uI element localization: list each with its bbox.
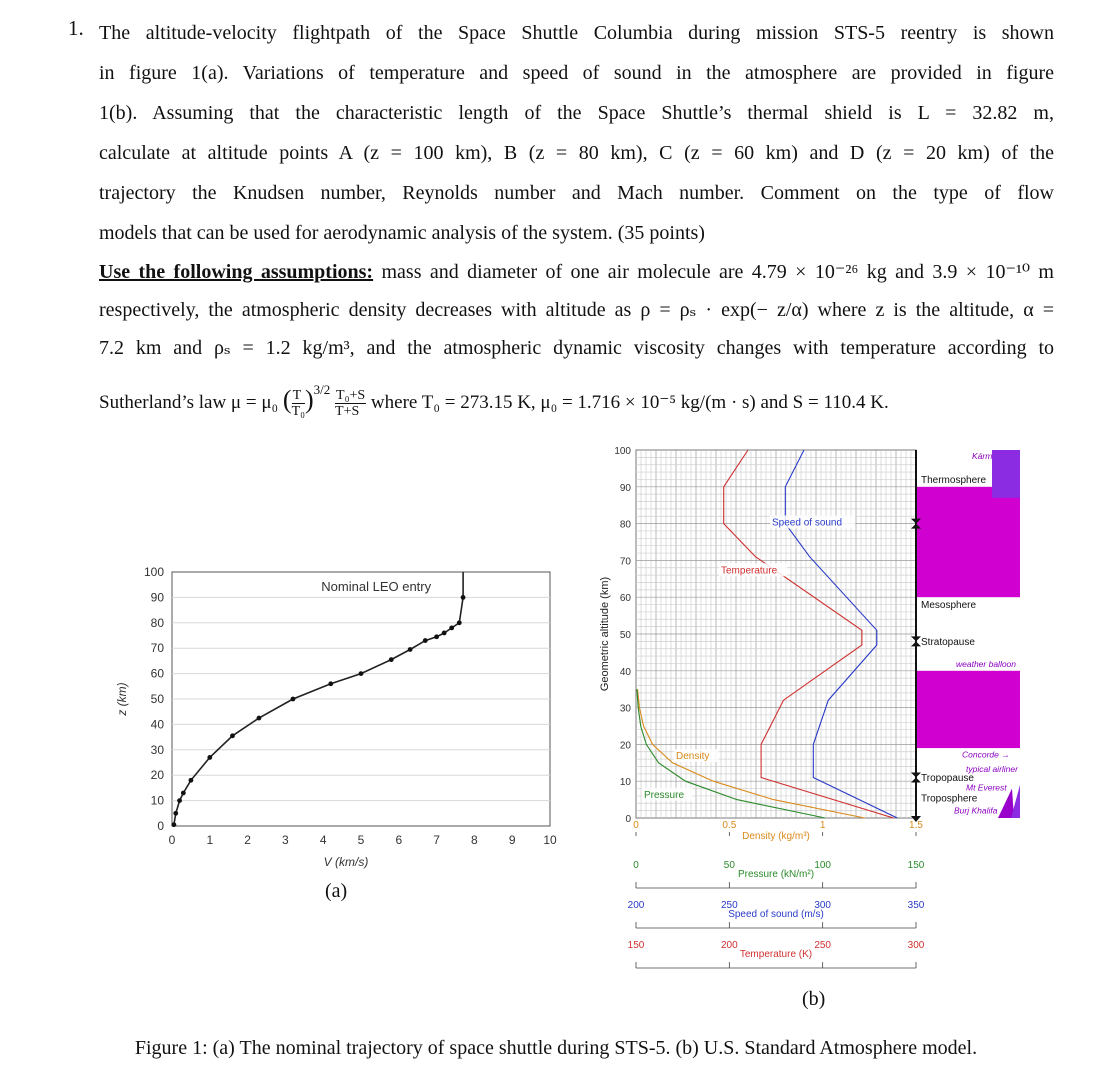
burj-khalifa-shape [998, 789, 1014, 818]
marker-everest: Mt Everest [966, 782, 1007, 793]
axis-title: Temperature (K) [739, 949, 813, 960]
y-tick-label: 30 [619, 703, 631, 715]
axis-tick-label: 200 [627, 900, 645, 911]
axis-tick-label: 1 [819, 820, 826, 831]
question-line: calculate at altitude points A (z = 100 km), B (z = 80 km), C (z = 60 km) and D (z = 20 km) of the [99, 142, 1054, 164]
layer-mesosphere: Mesosphere [921, 600, 977, 612]
x-tick-label: 2 [244, 833, 251, 847]
sutherland-tail: where T₀ = 273.15 K, μ₀ = 1.716 × 10⁻⁵ kg/(m · s) and S = 110.4 K. [370, 392, 889, 413]
question-line: The altitude-velocity flightpath of the Space Shuttle Columbia during mission STS-5 reentry is shown [99, 22, 1054, 44]
data-point [177, 798, 182, 803]
assumptions-heading: Use the following assumptions: [99, 261, 374, 283]
figure-b-chart [596, 440, 1038, 988]
data-point [291, 697, 296, 702]
y-tick-label: 70 [150, 641, 164, 656]
sutherland-line: Sutherland’s law μ = μ₀ ( $\frac{T}{\text{T₀}}$ )$^{3/2}$ $\frac{\text{T₀+S}}{T+S}$ where T₀ = 273.15 K, μ₀ = 1.716 × 10⁻⁵ kg/(m · s) and S = 110.4 K. [99, 382, 889, 420]
data-point [181, 791, 186, 796]
layer-tropopause: Tropopause [921, 773, 974, 785]
data-point [423, 638, 428, 643]
x-tick-label: 8 [471, 833, 478, 847]
figure-b-label: (b) [802, 988, 826, 1010]
axis-tick-label: 250 [720, 900, 738, 911]
data-point [189, 778, 194, 783]
y-tick-label: 100 [614, 446, 631, 457]
y-tick-label: 50 [150, 692, 164, 706]
axis-tick-label: 200 [720, 940, 738, 951]
assumption-line: 7.2 km and ρₛ = 1.2 kg/m³, and the atmospheric dynamic viscosity changes with temperature according to [99, 337, 1054, 359]
layer-band [916, 487, 1020, 597]
x-tick-label: 6 [395, 833, 403, 847]
exponent: 3/2 [313, 382, 331, 397]
y-tick-label: 100 [143, 565, 164, 579]
data-point [389, 657, 394, 662]
axis-tick-label: 350 [907, 900, 925, 911]
fraction-t-t0: $\frac{T}{\text{T₀}}$ [291, 388, 305, 420]
axis-tick-label: 1.5 [909, 820, 923, 831]
axis-tick-label: 300 [907, 940, 925, 951]
axis-tick-label: 250 [814, 940, 832, 951]
data-point [408, 647, 413, 652]
data-point [442, 631, 447, 636]
axis-title: Density (kg/m³) [742, 831, 810, 842]
layer-band [916, 671, 1020, 748]
assumption-text: mass and diameter of one air molecule are 4.79 × 10⁻²⁶ kg and 3.9 × 10⁻¹⁰ m [373, 261, 1054, 283]
data-point [434, 634, 439, 639]
axis-tick-label: 150 [627, 940, 645, 951]
fraction-sutherland: $\frac{\text{T₀+S}}{T+S}$ [335, 388, 366, 420]
y-tick-label: 30 [150, 742, 164, 757]
figure-caption: Figure 1: (a) The nominal trajectory of space shuttle during STS-5. (b) U.S. Standard Atmosphere model. [134, 1037, 978, 1059]
y-tick-label: 60 [619, 593, 631, 605]
marker-weather-balloon: weather balloon [956, 659, 1017, 670]
data-point [173, 811, 178, 816]
y-axis-title: z (km) [115, 682, 129, 716]
y-tick-label: 60 [150, 666, 164, 681]
y-tick-label: 90 [619, 482, 631, 494]
y-tick-label: 0 [625, 814, 631, 825]
axis-tick-label: 0 [633, 820, 639, 831]
x-tick-label: 9 [508, 833, 516, 847]
data-point [461, 595, 466, 600]
y-tick-label: 10 [619, 777, 631, 789]
data-point [359, 671, 364, 676]
question-text [99, 13, 1054, 253]
data-point [457, 620, 462, 625]
x-tick-label: 10 [543, 833, 557, 847]
axis-tick-label: 0 [633, 860, 639, 871]
assumptions [99, 253, 1054, 420]
sutherland-lead: Sutherland’s law μ = μ₀ [99, 392, 279, 413]
axis-tick-label: 300 [814, 900, 832, 911]
y-tick-label: 10 [150, 793, 164, 808]
x-tick-label: 0 [168, 833, 176, 847]
series-label: Density [676, 751, 710, 763]
figure-a-plot [115, 565, 557, 869]
y-tick-label: 80 [619, 519, 631, 531]
y-tick-label: 0 [157, 819, 164, 833]
x-tick-label: 5 [357, 833, 365, 847]
chart-annotation: Nominal LEO entry [321, 579, 432, 595]
y-tick-label: 20 [619, 740, 631, 752]
layer-troposphere: Troposphere [921, 793, 978, 805]
data-point [449, 625, 454, 630]
y-tick-label: 40 [619, 666, 631, 678]
x-tick-label: 7 [433, 833, 440, 847]
x-tick-label: 1 [206, 833, 214, 847]
layer-stratopause: Stratopause [921, 637, 975, 649]
axis-tick-label: 100 [814, 860, 832, 871]
x-tick-label: 4 [319, 833, 327, 847]
series-label: Pressure [644, 789, 685, 801]
y-tick-label: 40 [150, 717, 164, 732]
figure-a-label: (a) [325, 880, 348, 902]
marker-concorde: Concorde → [962, 749, 1010, 760]
assumption-line [99, 253, 1054, 291]
marker-burj-khalifa: Burj Khalifa [954, 805, 998, 816]
y-tick-label: 70 [619, 556, 631, 568]
question-line: models that can be used for aerodynamic analysis of the system. (35 points) [99, 222, 705, 244]
layer-thermosphere: Thermosphere [921, 475, 987, 487]
axis-title: Pressure (kN/m²) [737, 869, 815, 880]
figure-b-plot [599, 446, 1020, 968]
data-point [328, 681, 333, 686]
axis-tick-label: 0.5 [722, 820, 737, 831]
figure-a-chart [108, 560, 568, 870]
series-label: Speed of sound [772, 517, 843, 529]
x-axis-title: V (km/s) [323, 855, 369, 869]
marker-karman: Kárm [972, 451, 993, 462]
y-tick-label: 20 [150, 768, 164, 783]
x-tick-label: 3 [282, 833, 289, 847]
y-tick-label: 80 [150, 615, 164, 630]
marker-typical-airliner: typical airliner [966, 764, 1018, 774]
question-line: trajectory the Knudsen number, Reynolds number and Mach number. Comment on the type of flow [99, 182, 1054, 204]
question-line: in figure 1(a). Variations of temperature and speed of sound in the atmosphere are provided in figure [99, 62, 1054, 84]
data-point [230, 733, 235, 738]
y-tick-label: 90 [150, 590, 164, 605]
data-point [257, 716, 262, 721]
data-point [207, 755, 212, 760]
question-number: 1. [68, 16, 84, 40]
y-axis-title: Geometric altitude (km) [599, 576, 611, 692]
y-tick-label: 50 [619, 630, 631, 641]
karman-block [992, 450, 1020, 498]
axis-title: Speed of sound (m/s) [728, 909, 824, 920]
axis-tick-label: 150 [907, 860, 925, 871]
question-line: 1(b). Assuming that the characteristic length of the Space Shuttle’s thermal shield is L = 32.82 m, [99, 102, 1054, 124]
axis-tick-label: 50 [723, 860, 735, 871]
assumption-line: respectively, the atmospheric density decreases with altitude as ρ = ρₛ · exp(− z/α) where z is the altitude, α = [99, 299, 1054, 321]
data-point [171, 822, 176, 827]
series-label: Temperature [721, 565, 778, 577]
